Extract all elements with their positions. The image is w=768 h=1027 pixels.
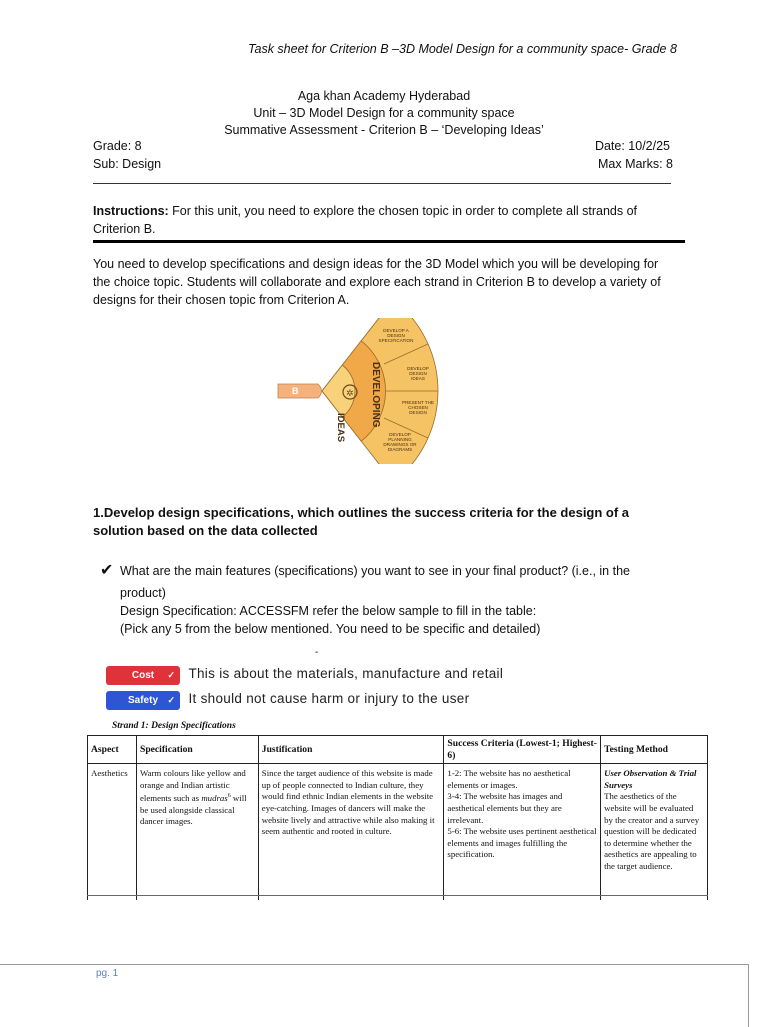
segment-planning-drawings: DEVELOP PLANNING DRAWINGS OR DIAGRAMS bbox=[383, 432, 417, 452]
cell-testing-method: User Observation & Trial Surveys The aesthetics of the website will be evaluated by the creator and a survey question will be dedicated to determine whether the aesthetics are appealing to the target audience. bbox=[601, 764, 708, 901]
page-header-title: Task sheet for Criterion B –3D Model Design for a community space- Grade 8 bbox=[248, 42, 677, 56]
date-label: Date: 10/2/25 bbox=[594, 139, 670, 153]
section-1-heading: 1.Develop design specifications, which outlines the success criteria for the design of a solution based on the data collected bbox=[93, 505, 630, 538]
design-spec-table bbox=[87, 735, 708, 897]
header-specification: Specification bbox=[136, 736, 258, 764]
criterion-b-tab bbox=[278, 384, 322, 398]
intro-line: You need to develop specifications and design ideas for the 3D Model which you will be developing for bbox=[93, 257, 659, 271]
cell-specification: Warm colours like yellow and orange and Indian artistic elements such as mudras$^6$ will be used alongside classical dancer images. bbox=[136, 764, 258, 901]
instructions-text: For this unit, you need to explore the chosen topic in order to complete all strands of bbox=[168, 204, 638, 218]
pick-five-note: (Pick any 5 from the below mentioned. You need to be specific and detailed) bbox=[120, 622, 541, 636]
strand-title: Strand 1: Design Specifications bbox=[112, 721, 236, 731]
svg-text:✲: ✲ bbox=[346, 389, 354, 399]
table-row bbox=[88, 764, 708, 901]
cell-success-criteria: 1-2: The website has no aesthetical elements or images. 3-4: The website has images and aesthetical elements but they are irrelevant. 5-6: The website uses pertinent aesthetical elements and images fulfilling the specification. bbox=[444, 764, 601, 901]
cost-row bbox=[106, 665, 503, 685]
separator-line bbox=[93, 183, 671, 184]
page-number: pg. 1 bbox=[96, 968, 119, 979]
cost-pill: Cost ✓ bbox=[106, 666, 180, 685]
instructions-text-cont: Criterion B. bbox=[93, 222, 156, 236]
header-success-criteria: Success Criteria (Lowest-1; Highest-6) bbox=[444, 736, 601, 764]
cell-aspect: Aesthetics bbox=[88, 764, 137, 901]
safety-pill: Safety ✓ bbox=[106, 691, 180, 710]
intro-line: designs for their chosen topic from Criterion A. bbox=[93, 293, 350, 307]
developing-label: DEVELOPING bbox=[370, 362, 381, 428]
instructions bbox=[93, 202, 693, 238]
header-testing-method: Testing Method bbox=[601, 736, 708, 764]
table-bottom-edge bbox=[87, 895, 708, 896]
checkmark-icon: ✔ bbox=[100, 562, 114, 579]
intro-paragraph bbox=[93, 255, 693, 309]
header-justification: Justification bbox=[258, 736, 444, 764]
ideas-label: IDEAS bbox=[335, 413, 346, 443]
stray-mark: - bbox=[315, 647, 319, 658]
cell-justification: Since the target audience of this website is made up of people connected to Indian culture, they would find ethnic Indian elements in the website eye-catching. Images of dancers will make the website lively and attractive while also making it seem authentic and rooted in culture. bbox=[258, 764, 444, 901]
segment-design-specification: DEVELOP A DESIGN SPECIFICATION bbox=[378, 328, 414, 343]
question-text: What are the main features (specifications) you want to see in your final product? (i.e., in the product) Design Specification: ACCESSFM refer the below sample to fill in the table: (Pick any 5 from the below mentioned. You need to be specific and detailed) bbox=[120, 562, 680, 638]
intro-line: the choice topic. Students will collaborate and explore each strand in Criterion B to develop a variety of bbox=[93, 275, 661, 289]
school-name: Aga khan Academy Hyderabad bbox=[297, 89, 471, 103]
cost-description: This is about the materials, manufacture and retail bbox=[188, 666, 504, 681]
instructions-label: Instructions: bbox=[93, 204, 169, 218]
assessment-title: Summative Assessment - Criterion B – ‘Developing Ideas’ bbox=[224, 123, 544, 137]
segment-chosen-design: PRESENT THE CHOSEN DESIGN bbox=[402, 400, 434, 415]
unit-title: Unit – 3D Model Design for a community space bbox=[253, 106, 515, 120]
grade-label: Grade: 8 bbox=[93, 139, 142, 153]
developing-ideas-diagram bbox=[270, 318, 440, 464]
safety-row bbox=[106, 690, 469, 710]
header-aspect: Aspect bbox=[88, 736, 137, 764]
design-spec-note: Design Specification: ACCESSFM refer the below sample to fill in the table: bbox=[120, 604, 537, 618]
safety-description: It should not cause harm or injury to the user bbox=[188, 691, 470, 706]
criterion-b-tab-label: B bbox=[292, 386, 299, 396]
max-marks-label: Max Marks: 8 bbox=[597, 157, 673, 171]
subject-label: Sub: Design bbox=[93, 157, 162, 171]
instructions-rule bbox=[93, 240, 685, 243]
segment-design-ideas: DEVELOP DESIGN IDEAS bbox=[407, 366, 429, 381]
